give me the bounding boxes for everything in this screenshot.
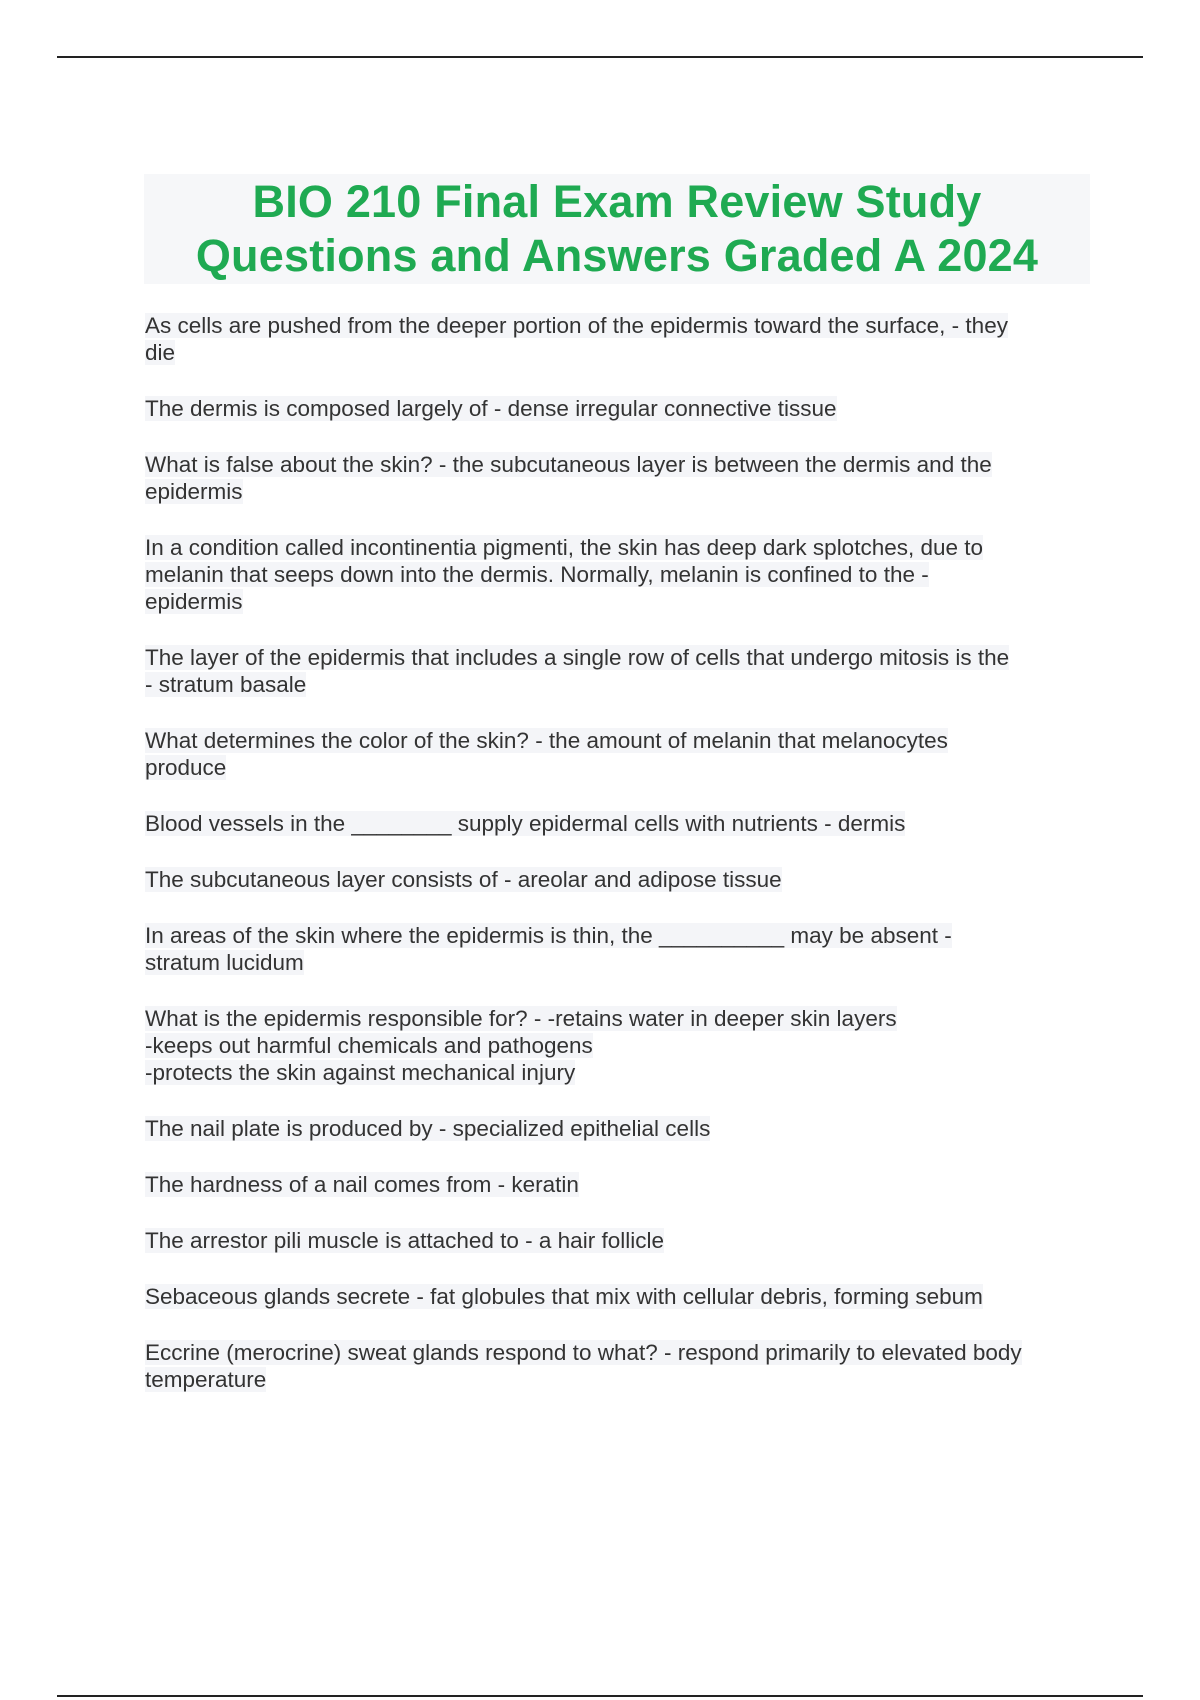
qa-text: epidermis	[145, 479, 243, 504]
qa-item	[145, 1283, 1095, 1310]
qa-line	[145, 451, 1095, 478]
qa-text: The arrestor pili muscle is attached to - a hair follicle	[145, 1228, 664, 1253]
qa-text: -keeps out harmful chemicals and pathogens	[145, 1033, 593, 1058]
qa-line	[145, 644, 1095, 671]
qa-item	[145, 644, 1095, 698]
qa-text: -protects the skin against mechanical injury	[145, 1060, 576, 1085]
bottom-rule	[57, 1695, 1143, 1697]
qa-line	[145, 534, 1095, 561]
qa-line	[145, 1115, 1095, 1142]
qa-text: The subcutaneous layer consists of - areolar and adipose tissue	[145, 867, 782, 892]
qa-item	[145, 1227, 1095, 1254]
title-banner	[144, 174, 1090, 284]
qa-text: What is the epidermis responsible for? - -retains water in deeper skin layers	[145, 1006, 897, 1031]
qa-text: die	[145, 340, 176, 365]
qa-text: What determines the color of the skin? - the amount of melanin that melanocytes	[145, 728, 948, 753]
qa-line	[145, 1171, 1095, 1198]
qa-text: stratum lucidum	[145, 950, 304, 975]
qa-text: temperature	[145, 1367, 267, 1392]
qa-line	[145, 1005, 1095, 1032]
qa-line	[145, 727, 1095, 754]
qa-line	[145, 395, 1095, 422]
qa-line	[145, 1366, 1095, 1393]
qa-text: In a condition called incontinentia pigmenti, the skin has deep dark splotches, due to	[145, 535, 984, 560]
qa-line	[145, 1059, 1095, 1086]
qa-line	[145, 1283, 1095, 1310]
qa-text: The dermis is composed largely of - dense irregular connective tissue	[145, 396, 837, 421]
qa-line	[145, 810, 1095, 837]
qa-line	[145, 949, 1095, 976]
qa-line	[145, 1032, 1095, 1059]
title-line-2: Questions and Answers Graded A 2024	[195, 230, 1039, 281]
qa-text: epidermis	[145, 589, 243, 614]
qa-item	[145, 395, 1095, 422]
qa-item	[145, 1115, 1095, 1142]
qa-line	[145, 671, 1095, 698]
qa-item	[145, 534, 1095, 615]
qa-text: In areas of the skin where the epidermis is thin, the __________ may be absent -	[145, 923, 952, 948]
qa-line	[145, 1339, 1095, 1366]
qa-line	[145, 478, 1095, 505]
qa-line	[145, 1227, 1095, 1254]
qa-line	[145, 561, 1095, 588]
qa-line	[145, 922, 1095, 949]
qa-text: The nail plate is produced by - specialized epithelial cells	[145, 1116, 711, 1141]
qa-text: As cells are pushed from the deeper portion of the epidermis toward the surface, - they	[145, 313, 1008, 338]
qa-line	[145, 588, 1095, 615]
qa-line	[145, 866, 1095, 893]
qa-text: Sebaceous glands secrete - fat globules that mix with cellular debris, forming sebum	[145, 1284, 983, 1309]
qa-text: What is false about the skin? - the subcutaneous layer is between the dermis and the	[145, 452, 992, 477]
qa-text: melanin that seeps down into the dermis. Normally, melanin is confined to the -	[145, 562, 929, 587]
qa-item	[145, 922, 1095, 976]
qa-line	[145, 754, 1095, 781]
title-line-1: BIO 210 Final Exam Review Study	[252, 176, 982, 227]
qa-line	[145, 312, 1095, 339]
qa-item	[145, 1339, 1095, 1393]
qa-item	[145, 1171, 1095, 1198]
top-rule	[57, 56, 1143, 58]
qa-item	[145, 451, 1095, 505]
qa-text: The hardness of a nail comes from - keratin	[145, 1172, 579, 1197]
qa-item	[145, 312, 1095, 366]
qa-item	[145, 810, 1095, 837]
qa-text: The layer of the epidermis that includes a single row of cells that undergo mitosis is the	[145, 645, 1010, 670]
qa-item	[145, 727, 1095, 781]
document-title	[196, 175, 1038, 283]
qa-text: - stratum basale	[145, 672, 307, 697]
qa-line	[145, 339, 1095, 366]
qa-item	[145, 1005, 1095, 1086]
qa-text: produce	[145, 755, 227, 780]
qa-text: Eccrine (merocrine) sweat glands respond to what? - respond primarily to elevated body	[145, 1340, 1022, 1365]
qa-item	[145, 866, 1095, 893]
qa-list	[145, 312, 1095, 1422]
qa-text: Blood vessels in the ________ supply epidermal cells with nutrients - dermis	[145, 811, 906, 836]
